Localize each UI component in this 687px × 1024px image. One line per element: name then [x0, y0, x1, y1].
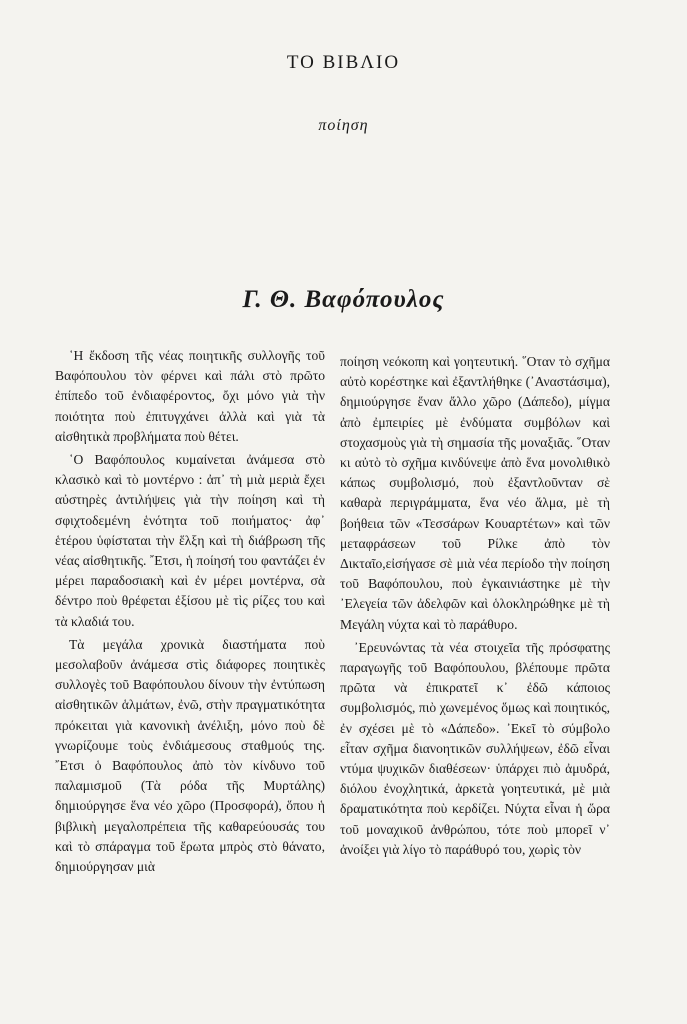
- right-column: [340, 352, 610, 863]
- section-title: ΤΟ ΒΙΒΛΙΟ: [286, 52, 401, 73]
- section-subtitle: ποίηση: [318, 117, 369, 134]
- paragraph: ῾Ο Βαφόπουλος κυμαίνεται ἀνάμεσα στὸ κλασικὸ καὶ τὸ μοντέρνο : ἀπ᾽ τὴ μιὰ μεριὰ ἔχει αὐστηρὲς ἀντιλήψεις γιὰ τὴν ποίηση καὶ τὴ σφιχτοδεμένη ἑνότητα τοῦ ποιήματος· ἀφ᾽ ἑτέρου ὑφίσταται τὴν ἕλξη καὶ τὴ διάβρωση τῆς νέας αἰσθητικῆς. ῎Ετσι, ἡ ποίησή του φαντάζει ἐν μέρει παραδοσιακὴ καὶ ἐν μέρει μοντέρνα, σὰ δέντρο ποὺ θρέφεται ἐξίσου μὲ τὶς ρίζες του καὶ τὰ κλαδιά του.: [55, 452, 325, 629]
- paragraph: ποίηση νεόκοπη καὶ γοητευτική. ῞Οταν τὸ σχῆμα αὐτὸ κορέστηκε καὶ ἐξαντλήθηκε (᾽Αναστάσιμα), δημιούργησε ἕναν ἄλλο χῶρο (Δάπεδο), μίγμα ἀπὸ ἐμπειρίες μὲ ἐνδύματα συμβόλων καὶ στοχασμοὺς γιὰ τὴ σημασία τῆς μοναξιᾶς. ῞Οταν κι αὐτὸ τὸ σχῆμα κινδύνεψε ἀπὸ ἕνα μονολιθικὸ κάπως συμβολισμό, ποὺ ἐξαντλοῦνταν σὲ καθαρὰ περιγράμματα, ἕνα νέο ἅλμα, μὲ τὴ βοήθεια τῶν «Τεσσάρων Κουαρτέτων» καὶ τῶν μεταφράσεων τοῦ Ρίλκε ἀπὸ τὸν Δικταῖο,εἰσήγασε σὲ μιὰ νέα περίοδο τὴν ποίηση τοῦ Βαφόπουλου, ποὺ ἐγκαινιάστηκε μὲ τὴν ᾽Ελεγεία τῶν ἀδελφῶν καὶ ὁλοκληρώθηκε μὲ τὴ Μεγάλη νύχτα καὶ τὸ παράθυρο.: [340, 354, 610, 632]
- article-author: Γ. Θ. Βαφόπουλος: [242, 286, 445, 313]
- paragraph: ῾Η ἔκδοση τῆς νέας ποιητικῆς συλλογῆς τοῦ Βαφόπουλου τὸν φέρνει καὶ πάλι στὸ πρῶτο ἐπίπεδο τοῦ ἐνδιαφέροντος, ὄχι μόνο γιὰ τὴν ποιότητα ποὺ ἐπιτυγχάνει ἀλλὰ καὶ γιὰ τὰ αἰσθητικὰ προβλήματα ποὺ θέτει.: [55, 348, 325, 444]
- left-column: [55, 346, 325, 880]
- paragraph: ᾽Ερευνώντας τὰ νέα στοιχεῖα τῆς πρόσφατης παραγωγῆς τοῦ Βαφόπουλου, βλέπουμε πρῶτα πρῶτα νὰ ἐπικρατεῖ κ᾽ ἐδῶ κάποιος συμβολισμός, πιὸ χωνεμένος ὅμως καὶ ποιητικός, ἐν σχέσει μὲ τὸ «Δάπεδο». ᾽Εκεῖ τὸ σύμβολο εἶταν σχῆμα διανοητικῶν συλλήψεων, ἐδῶ εἶναι ντύμα ψυχικῶν διαθέσεων· ὑπάρχει πιὸ ἀμυδρά, διόλου ἐνοχλητικά, ἀρκετὰ γοητευτικά, μὲ μιὰ δραματικότητα ποὺ κερδίζει. Νύχτα εἶναι ἡ ὥρα τοῦ μοναχικοῦ ἀνθρώπου, τότε ποὺ μπορεῖ ν᾽ ἀνοίξει γιὰ λίγο τὸ παράθυρό του, χωρὶς τὸν: [340, 639, 610, 857]
- paragraph: Τὰ μεγάλα χρονικὰ διαστήματα ποὺ μεσολαβοῦν ἀνάμεσα στὶς διάφορες ποιητικὲς συλλογὲς τοῦ Βαφόπουλου δίνουν τὴν ἐντύπωση αἰσθητικῶν ἁλμάτων, ἐνῶ, στὴν πραγματικότητα πρόκειται γιὰ κανονικὴ ἀνέλιξη, μόνο ποὺ δὲ γνωρίζουμε τοὺς ἐνδιάμεσους σταθμούς της. ῎Ετσι ὁ Βαφόπουλος ἀπὸ τὸν κίνδυνο τοῦ παλαμισμοῦ (Τὰ ρόδα τῆς Μυρτάλης) δημιούργησε ἕνα νέο χῶρο (Προσφορά), ὅπου ἡ βιβλικὴ μεγαλοπρέπεια τῆς καθαρεύουσάς του καὶ τὸ σπάραγμα τοῦ ἔρωτα μπρὸς στὸ θάνατο, δημιούργησαν μιὰ: [55, 636, 325, 875]
